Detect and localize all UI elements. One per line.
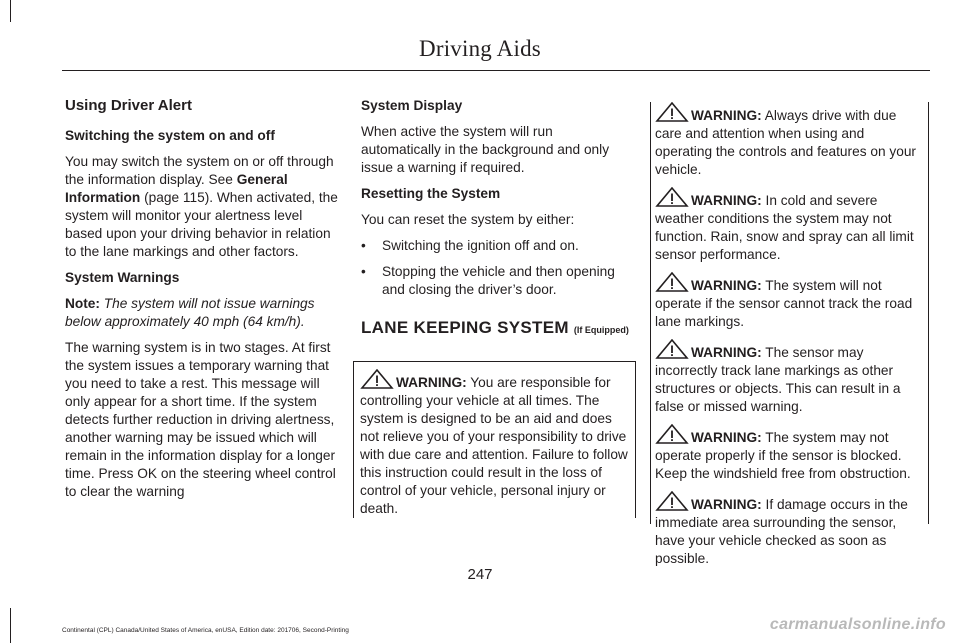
warning-item: [655, 424, 925, 483]
paragraph-text: You may switch the system on or off through the information display. See: [65, 154, 334, 187]
list-item: • Stopping the vehicle and then opening and closing the driver’s door.: [361, 263, 634, 299]
warning-triangle-icon: [655, 187, 689, 207]
subheading-system-warnings: System Warnings: [65, 270, 180, 285]
warning-text: Always drive with due care and attention when using and operating the controls and features on your vehicle.: [655, 108, 916, 177]
watermark: carmanualsonline.info: [769, 616, 946, 633]
column-1: [65, 97, 338, 509]
warning-triangle-icon: [655, 339, 689, 359]
warning-text: If damage occurs in the immediate area surrounding the sensor, have your vehicle checked as soon as possible.: [655, 497, 908, 566]
paragraph-warning-stages: The warning system is in two stages. At first the system issues a temporary warning that you need to take a rest. This message will only appear for a short time. If the system detects further reduction in driving alertness, another warning may be issued which will remain in the information display for a longer time. Press OK on the steering wheel control to clear the warning: [65, 340, 336, 499]
warning-box: [353, 361, 636, 518]
note: [65, 295, 338, 331]
warning-text: In cold and severe weather conditions the system may not function. Rain, snow and spray can all limit sensor performance.: [655, 193, 914, 262]
warning-label: WARNING:: [691, 278, 762, 293]
page-number: 247: [467, 566, 493, 583]
warning-triangle-icon: [655, 272, 689, 292]
note-label: Note:: [65, 296, 100, 311]
paragraph-switching: [65, 153, 338, 261]
warning-label: WARNING:: [691, 345, 762, 360]
lane-keeping-heading: [361, 319, 634, 339]
column-3: [655, 102, 929, 566]
warning-triangle-icon: [360, 369, 394, 389]
header-divider: [62, 70, 930, 71]
warning-triangle-icon: [655, 102, 689, 122]
footer-edition-text: Continental (CPL) Canada/United States of America, enUSA, Edition date: 201706, Second-Printing: [62, 627, 349, 634]
column-2: [361, 97, 634, 518]
crop-mark-bottom: [10, 608, 11, 643]
warning-item: [655, 339, 925, 416]
warning-triangle-icon: [655, 491, 689, 511]
warning-label: WARNING:: [691, 193, 762, 208]
warning-item: [360, 369, 632, 518]
warning-label: WARNING:: [396, 375, 467, 390]
warning-item: [655, 102, 925, 179]
paragraph-text: (page 115). When activated, the system will monitor your alertness level based upon your driving behavior in relation to the lane markings and other factors.: [65, 190, 338, 259]
subheading-resetting: Resetting the System: [361, 186, 501, 201]
warning-text: The system will not operate if the sensor cannot track the road lane markings.: [655, 278, 913, 329]
subheading-system-display: System Display: [361, 98, 463, 113]
warning-item: [655, 187, 925, 264]
warning-item: [655, 272, 925, 331]
warning-label: WARNING:: [691, 108, 762, 123]
warning-label: WARNING:: [691, 497, 762, 512]
paragraph-system-display: When active the system will run automatically in the background and only issue a warning if required.: [361, 124, 610, 175]
note-text: The system will not issue warnings below approximately 40 mph (64 km/h).: [65, 296, 315, 329]
warning-text: The system may not operate properly if the sensor is blocked. Keep the windshield free from obstruction.: [655, 430, 911, 481]
reset-options-list: [361, 237, 634, 299]
warning-label: WARNING:: [691, 430, 762, 445]
subheading-switching: Switching the system on and off: [65, 128, 275, 143]
warning-item: [655, 491, 925, 568]
page-title: Driving Aids: [419, 36, 541, 61]
warnings-frame: [650, 102, 929, 566]
section-suffix: (If Equipped): [573, 325, 629, 335]
list-item: • Switching the ignition off and on.: [361, 237, 634, 255]
paragraph-resetting: You can reset the system by either:: [361, 212, 575, 227]
section-title: LANE KEEPING SYSTEM: [361, 318, 569, 337]
crop-mark-top: [10, 0, 11, 22]
warning-triangle-icon: [655, 424, 689, 444]
section-heading: Using Driver Alert: [65, 97, 192, 114]
general-information-link[interactable]: General Information: [65, 172, 288, 205]
warning-text: You are responsible for controlling your vehicle at all times. The system is designed to be an aid and does not relieve you of your responsibility to drive with due care and attention. Failure to follow this instruction could result in the loss of control of your vehicle, personal injury or death.: [360, 375, 628, 516]
warning-text: The sensor may incorrectly track lane markings as other structures or objects. This can result in a false or missed warning.: [655, 345, 901, 414]
